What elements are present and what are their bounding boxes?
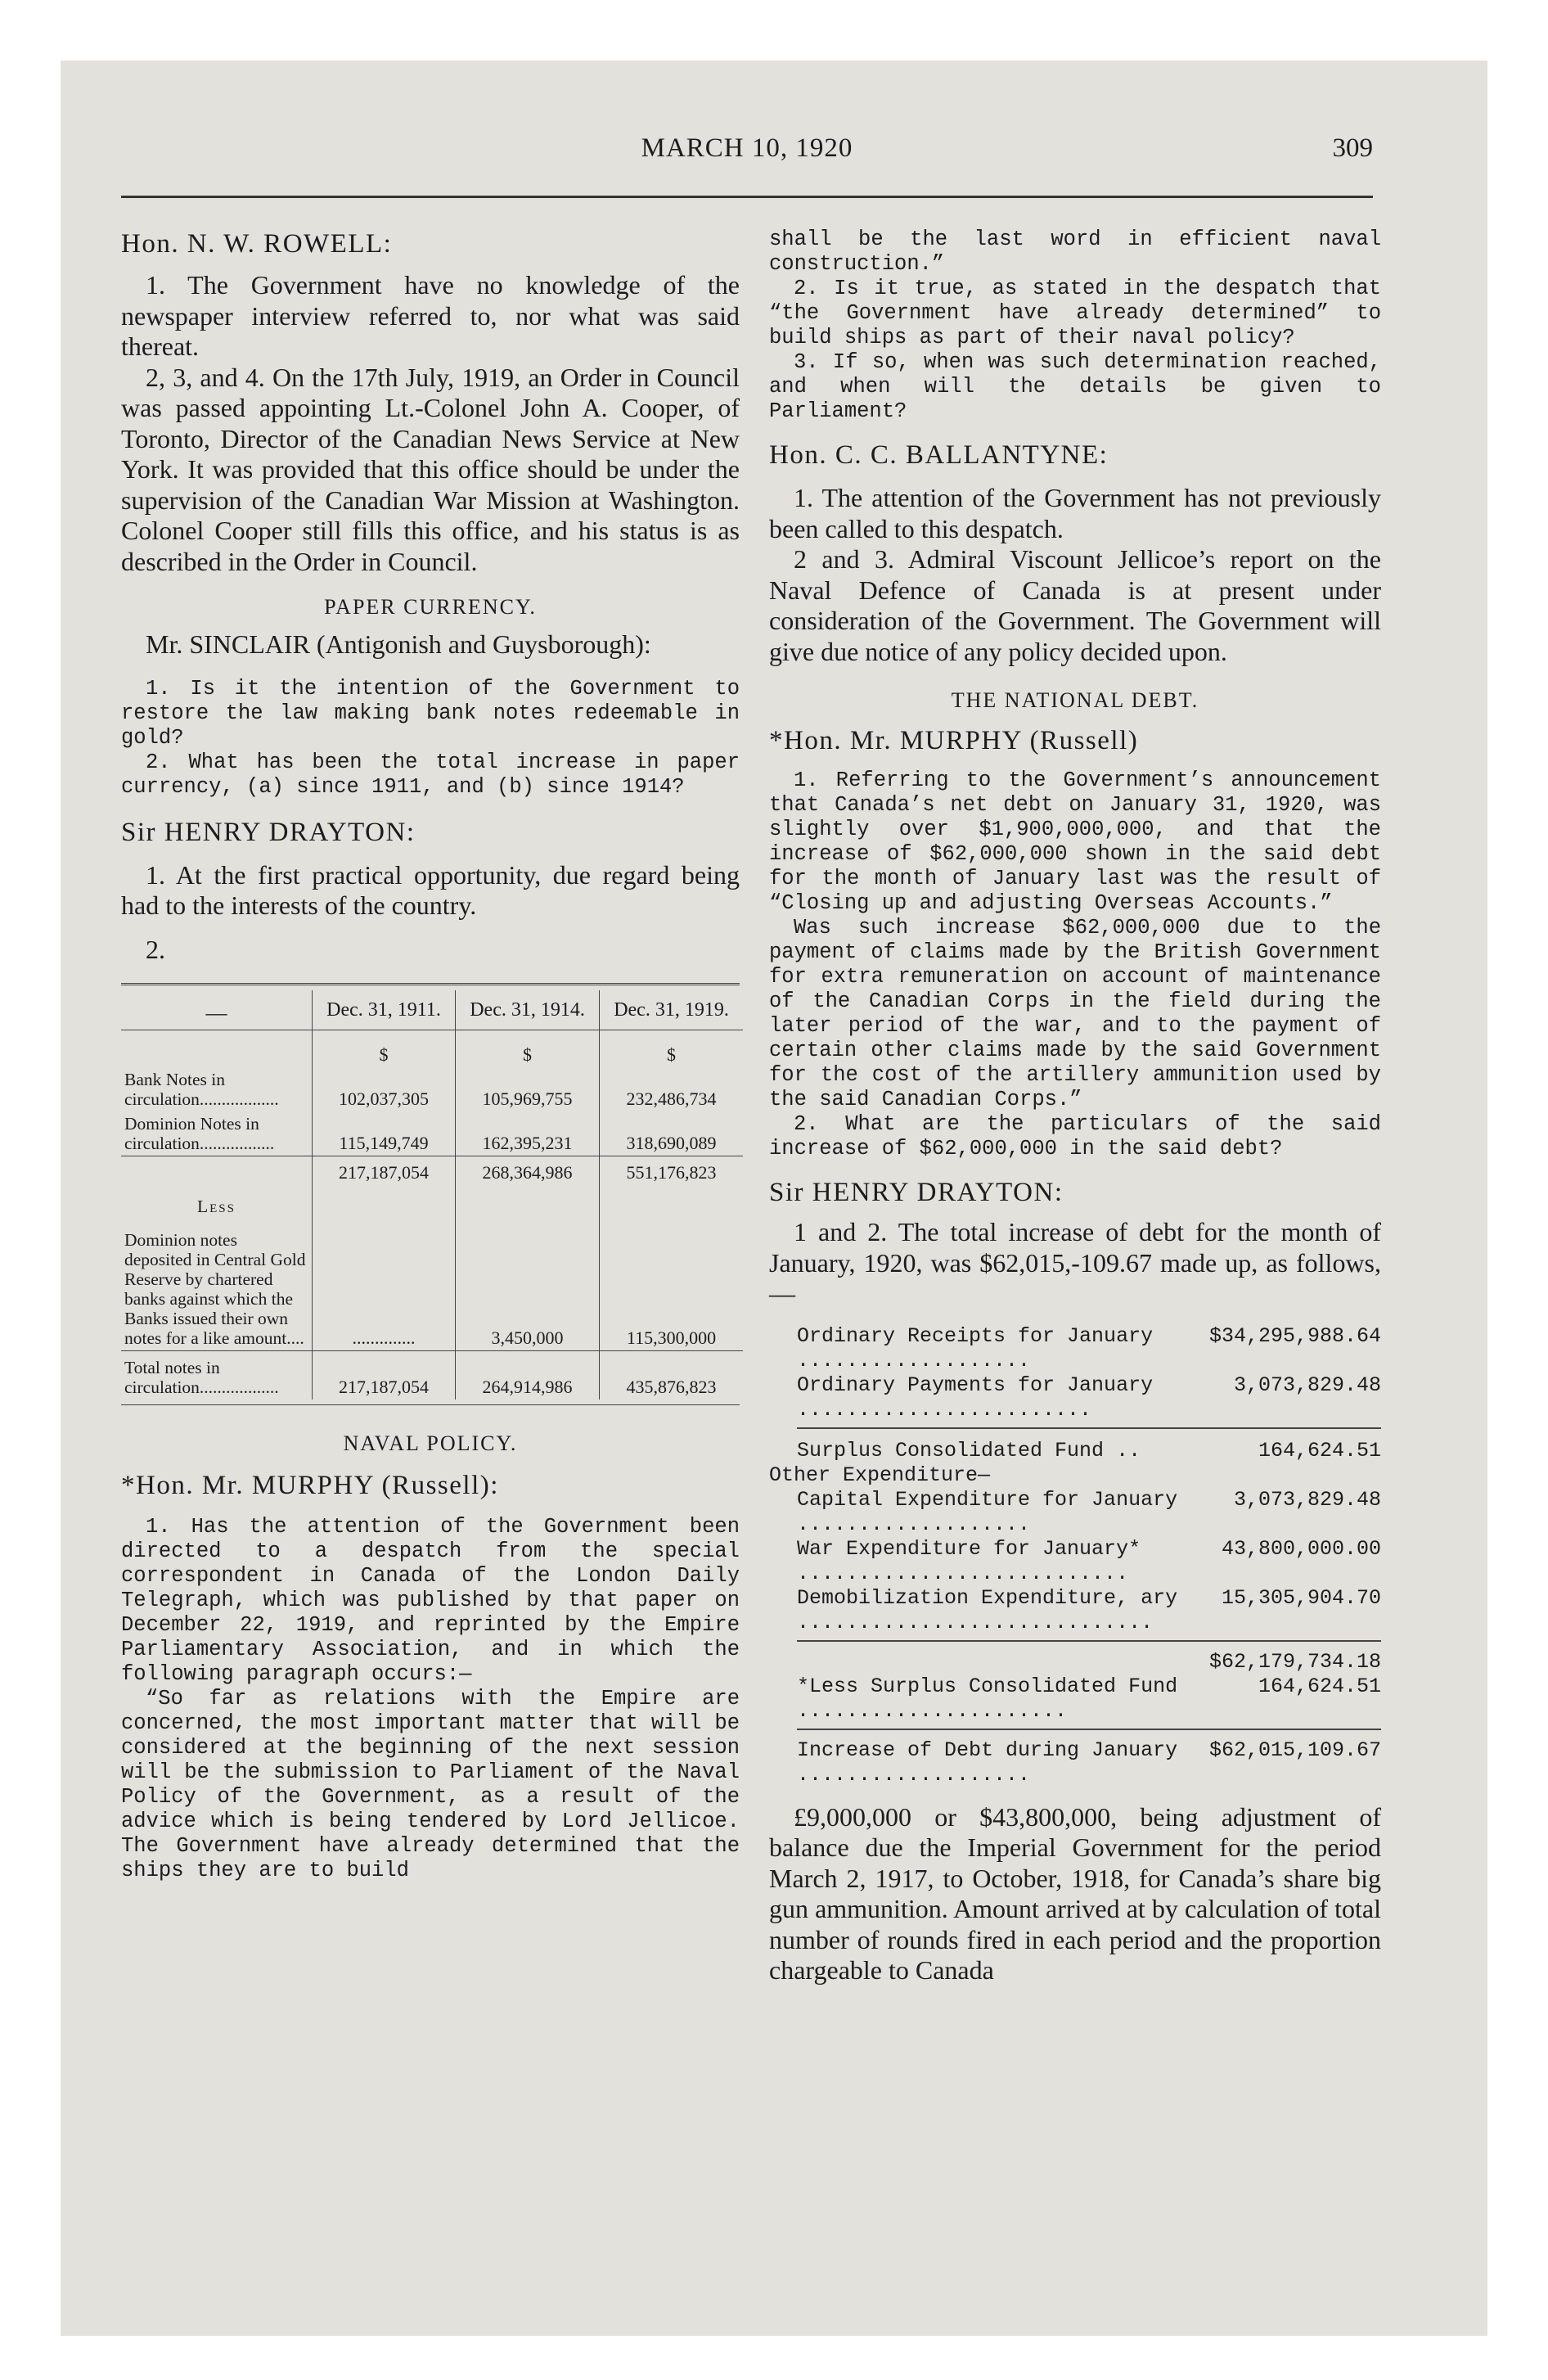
- speaker-ballantyne: Hon. C. C. BALLANTYNE:: [769, 440, 1109, 470]
- statement-amount: $62,015,109.67: [1208, 1738, 1381, 1762]
- statement-label: Increase of Debt during January ...................: [797, 1738, 1178, 1787]
- speaker-murphy: *Hon. Mr. MURPHY (Russell):: [121, 1471, 499, 1500]
- closing-paragraph: £9,000,000 or $43,800,000, being adjustment of balance due the Imperial Government for the period March 2, 1917, to October, 1918, for Canada’s share big gun ammunition. Amount arrived at by calculation of total number of rounds fired in each period and the proportion chargeable to Canada: [769, 1801, 1381, 1985]
- table-header-row: [121, 990, 743, 1030]
- table-cell: $: [456, 1030, 600, 1068]
- table-cell: 115,300,000: [600, 1228, 743, 1351]
- table-row: [121, 1351, 743, 1400]
- statement-row: [797, 1324, 1381, 1373]
- currency-table-wrap: [121, 983, 740, 1407]
- header-rule: [121, 196, 1373, 198]
- answer-3b: 2.: [146, 934, 165, 964]
- debt-question-2: 2. What are the particulars of the said increase of $62,000,000 in the said debt?: [769, 1112, 1381, 1161]
- statement-label: Surplus Consolidated Fund ..: [797, 1438, 1141, 1463]
- speaker-rowell: Hon. N. W. ROWELL:: [121, 229, 393, 259]
- table-row: [121, 1030, 743, 1068]
- table-header: Dec. 31, 1919.: [600, 990, 743, 1030]
- heading-national-debt: THE NATIONAL DEBT.: [951, 688, 1199, 712]
- table-row-label: Less: [197, 1197, 236, 1216]
- statement-row: [797, 1488, 1381, 1537]
- table-cell: 3,450,000: [456, 1228, 600, 1351]
- statement-amount: 164,624.51: [1258, 1674, 1381, 1698]
- table-corner: —: [121, 990, 313, 1030]
- table-cell: 268,364,986: [456, 1156, 600, 1186]
- table-row-label: Bank Notes in circulation..................: [124, 1070, 279, 1109]
- table-cell: 318,690,089: [600, 1111, 743, 1156]
- debt-statement: [769, 1324, 1381, 1787]
- table-cell: 435,876,823: [600, 1351, 743, 1400]
- heading-paper-currency: PAPER CURRENCY.: [324, 595, 537, 619]
- statement-row: [797, 1373, 1381, 1429]
- table-row: [121, 1156, 743, 1186]
- table-row-label: Dominion Notes in circulation.................: [121, 1111, 313, 1156]
- table-cell: 232,486,734: [600, 1067, 743, 1111]
- naval-question-1: 1. Has the attention of the Government been directed to a despatch from the special correspondent in Canada of the London Daily Telegraph, which was published by that paper on December 22, 1919, and reprinted by the Empire Parliamentary Association, and in which the following paragraph occurs:—: [121, 1515, 740, 1686]
- statement-label: War Expenditure for January* ...........................: [797, 1536, 1141, 1585]
- table-cell: ..............: [313, 1228, 456, 1351]
- statement-label: *Less Surplus Consolidated Fund ......................: [797, 1674, 1178, 1723]
- statement-amount: 43,800,000.00: [1221, 1536, 1381, 1561]
- statement-row: [797, 1586, 1381, 1642]
- speaker-sinclair: Mr. SINCLAIR (Antigonish and Guysborough):: [146, 629, 651, 659]
- statement-amount: 3,073,829.48: [1233, 1487, 1381, 1512]
- debt-question-1b: Was such increase $62,000,000 due to the payment of claims made by the British Government for extra remuneration on account of maintenance of the Canadian Corps in the field during the later period of the war, and to the payment of certain other claims made by the said Government for the cost of the artillery ammunition used by the said Canadian Corps.”: [769, 916, 1381, 1111]
- table-header: Dec. 31, 1914.: [456, 990, 600, 1030]
- speaker-drayton: Sir HENRY DRAYTON:: [121, 817, 416, 847]
- table-cell: 105,969,755: [456, 1067, 600, 1111]
- statement-row: [769, 1463, 1381, 1488]
- speaker-drayton-2: Sir HENRY DRAYTON:: [769, 1178, 1064, 1207]
- currency-table: [121, 990, 743, 1400]
- statement-row: [797, 1738, 1381, 1787]
- statement-amount: $34,295,988.64: [1208, 1323, 1381, 1348]
- statement-amount: 164,624.51: [1258, 1438, 1381, 1463]
- statement-row: [797, 1439, 1381, 1463]
- question-2: 2. What has been the total increase in paper currency, (a) since 1911, and (b) since 1914?: [121, 750, 740, 799]
- statement-amount: 15,305,904.70: [1221, 1585, 1381, 1610]
- table-row-label: Dominion notes deposited in Central Gold Reserve by chartered banks against which the Banks issued their own notes for a like amount....: [121, 1228, 313, 1351]
- right-question-3: 3. If so, when was such determination reached, and when will the details be given to Parliament?: [769, 350, 1381, 423]
- statement-label: [797, 1650, 1209, 1675]
- statement-row: [797, 1537, 1381, 1586]
- speaker-murphy-2: *Hon. Mr. MURPHY (Russell): [769, 726, 1139, 755]
- right-question-2: 2. Is it true, as stated in the despatch that “the Government have already determined” to build ships as part of their naval policy?: [769, 277, 1381, 349]
- table-cell: 551,176,823: [600, 1156, 743, 1186]
- table-cell: 217,187,054: [313, 1351, 456, 1400]
- table-cell: $: [600, 1030, 743, 1068]
- table-header: Dec. 31, 1911.: [313, 990, 456, 1030]
- debt-question-1: 1. Referring to the Government’s announcement that Canada’s net debt on January 31, 1920, was slightly over $1,900,000,000, and that the increase of $62,000,000 shown in the said debt for the month of January last was the result of “Closing up and adjusting Overseas Accounts.”: [769, 769, 1381, 915]
- answer-3: 1. At the first practical opportunity, due regard being had to the interests of the country.: [121, 859, 740, 920]
- quote-continuation: shall be the last word in efficient naval construction.”: [769, 228, 1381, 276]
- table-cell: 115,149,749: [313, 1111, 456, 1156]
- right-answer-2-3: 2 and 3. Admiral Viscount Jellicoe’s report on the Naval Defence of Canada is at present under consideration of the Government. The Government will give due notice of any policy decided upon.: [769, 544, 1381, 666]
- page-header: [121, 133, 1373, 174]
- statement-label: Ordinary Payments for January ........................: [797, 1373, 1154, 1422]
- statement-label: Capital Expenditure for January ...................: [797, 1487, 1178, 1536]
- naval-quote: “So far as relations with the Empire are concerned, the most important matter that will be considered at the beginning of the next session will be the submission to Parliament of the Naval Policy of the Government, as a result of the advice which is being tendered by Lord Jellicoe. The Government have already determined that the ships they are to build: [121, 1687, 740, 1882]
- statement-label: Other Expenditure—: [769, 1463, 991, 1487]
- table-row: [121, 1228, 743, 1351]
- statement-amount: 3,073,829.48: [1233, 1373, 1381, 1397]
- table-row: [121, 1067, 743, 1111]
- table-row-label: Total notes in circulation..................: [124, 1358, 279, 1397]
- question-1: 1. Is it the intention of the Government to restore the law making bank notes redeemable in gold?: [121, 676, 740, 750]
- table-row-label: [121, 1156, 313, 1186]
- statement-row: [797, 1675, 1381, 1730]
- answer-2-3-4: 2, 3, and 4. On the 17th July, 1919, an Order in Council was passed appointing Lt.-Colonel John A. Cooper, of Toronto, Director of the Canadian News Service at New York. It was provided that this office should be under the supervision of the Canadian War Mission at Washington. Colonel Cooper still fills this office, and his status is as described in the Order in Council.: [121, 362, 740, 576]
- statement-row: [797, 1650, 1381, 1675]
- table-row: [121, 1185, 743, 1228]
- statement-label: Ordinary Receipts for January ...................: [797, 1323, 1154, 1373]
- right-answer-1: 1. The attention of the Government has not previously been called to this despatch.: [769, 483, 1381, 543]
- table-cell: 102,037,305: [313, 1067, 456, 1111]
- debt-answer: 1 and 2. The total increase of debt for the month of January, 1920, was $62,015,-109.67 made up, as follows,—: [769, 1217, 1381, 1308]
- table-cell: $: [313, 1030, 456, 1068]
- heading-naval-policy: NAVAL POLICY.: [343, 1431, 518, 1455]
- statement-label: Demobilization Expenditure, ary .............................: [797, 1585, 1178, 1634]
- table-cell: 264,914,986: [456, 1351, 600, 1400]
- page-number: 309: [1332, 133, 1373, 163]
- running-head: MARCH 10, 1920: [641, 133, 853, 163]
- left-column: [121, 228, 740, 1883]
- table-row: [121, 1111, 743, 1156]
- table-cell: 162,395,231: [456, 1111, 600, 1156]
- statement-amount: $62,179,734.18: [1208, 1649, 1381, 1674]
- answer-1: 1. The Government have no knowledge of the newspaper interview referred to, nor what was said thereat.: [121, 270, 740, 361]
- right-column: [769, 228, 1381, 1986]
- table-cell: 217,187,054: [313, 1156, 456, 1186]
